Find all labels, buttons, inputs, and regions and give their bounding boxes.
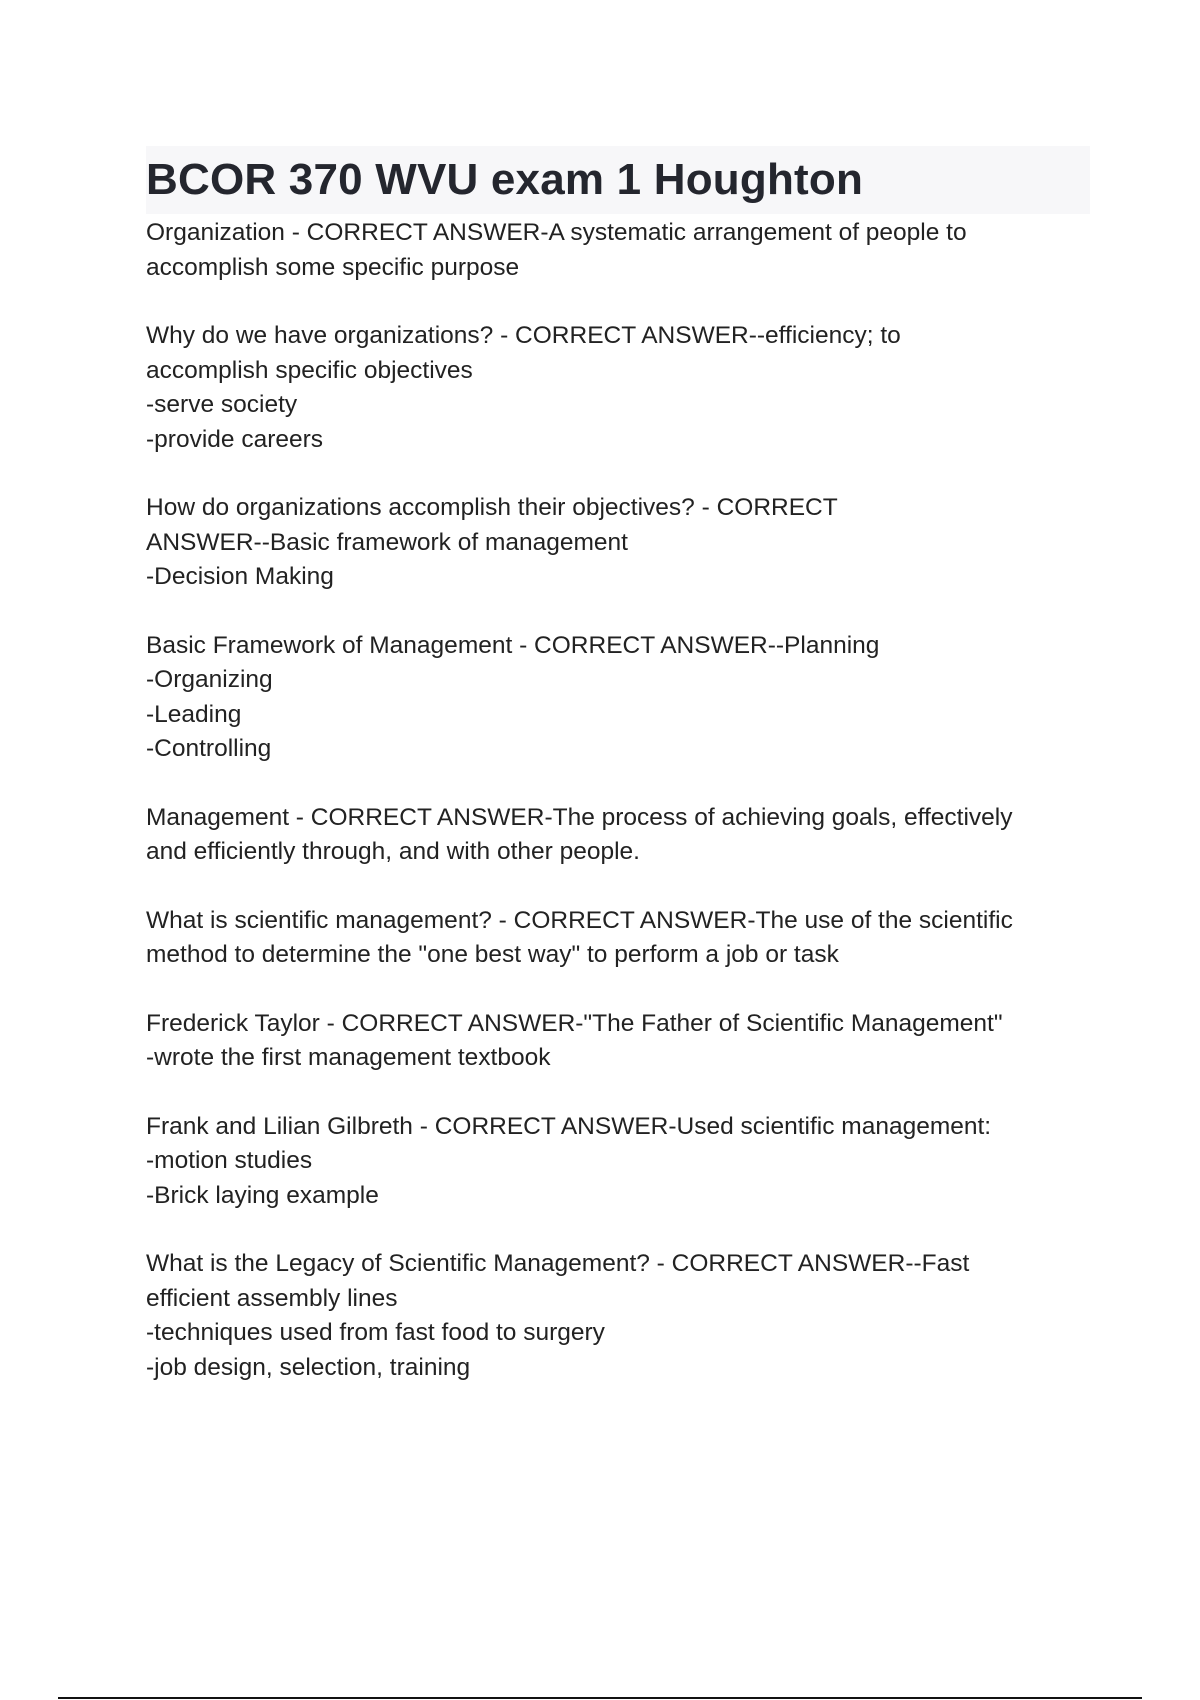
- qa-line: -techniques used from fast food to surgery: [146, 1319, 605, 1346]
- qa-line: What is the Legacy of Scientific Management? - CORRECT ANSWER--Fast: [146, 1250, 970, 1277]
- qa-line: How do organizations accomplish their objectives? - CORRECT: [146, 494, 838, 521]
- qa-line: -Controlling: [146, 735, 272, 762]
- qa-entry: [146, 904, 1090, 973]
- qa-entry: [146, 629, 1090, 767]
- title-bar: [146, 146, 1090, 214]
- qa-line: -Leading: [146, 700, 242, 728]
- qa-line: -Organizing: [146, 666, 273, 693]
- qa-line: method to determine the "one best way" to perform a job or task: [146, 941, 839, 968]
- qa-line: -serve society: [146, 391, 298, 418]
- qa-line: Management - CORRECT ANSWER-The process of achieving goals, effectively: [146, 803, 1013, 831]
- qa-entry: [146, 1007, 1090, 1076]
- qa-entry: [146, 1110, 1090, 1214]
- qa-entry: [146, 491, 1090, 595]
- qa-line: Frederick Taylor - CORRECT ANSWER-"The Father of Scientific Management": [146, 1009, 1003, 1037]
- qa-line: -Brick laying example: [146, 1181, 379, 1209]
- document-page: [146, 146, 1090, 1419]
- qa-line: and efficiently through, and with other people.: [146, 838, 640, 865]
- qa-line: Frank and Lilian Gilbreth - CORRECT ANSWER-Used scientific management:: [146, 1112, 992, 1140]
- qa-line: accomplish some specific purpose: [146, 253, 520, 281]
- qa-line: Basic Framework of Management - CORRECT ANSWER--Planning: [146, 631, 880, 659]
- qa-line: -Decision Making: [146, 563, 334, 590]
- qa-line: ANSWER--Basic framework of management: [146, 528, 628, 556]
- qa-line: accomplish specific objectives: [146, 356, 473, 384]
- qa-list: [146, 216, 1090, 1385]
- qa-line: -provide careers: [146, 425, 324, 453]
- footer-divider: [58, 1697, 1142, 1699]
- qa-line: Why do we have organizations? - CORRECT ANSWER--efficiency; to: [146, 322, 901, 349]
- qa-line: -job design, selection, training: [146, 1353, 471, 1381]
- qa-line: Organization - CORRECT ANSWER-A systematic arrangement of people to: [146, 219, 967, 246]
- qa-line: What is scientific management? - CORRECT ANSWER-The use of the scientific: [146, 906, 1013, 934]
- qa-line: -wrote the first management textbook: [146, 1044, 551, 1071]
- qa-entry: [146, 1247, 1090, 1385]
- qa-entry: [146, 216, 1090, 285]
- qa-line: -motion studies: [146, 1147, 313, 1174]
- qa-entry: [146, 319, 1090, 457]
- document-title: BCOR 370 WVU exam 1 Houghton: [146, 155, 864, 204]
- qa-entry: [146, 801, 1090, 870]
- qa-line: efficient assembly lines: [146, 1284, 398, 1312]
